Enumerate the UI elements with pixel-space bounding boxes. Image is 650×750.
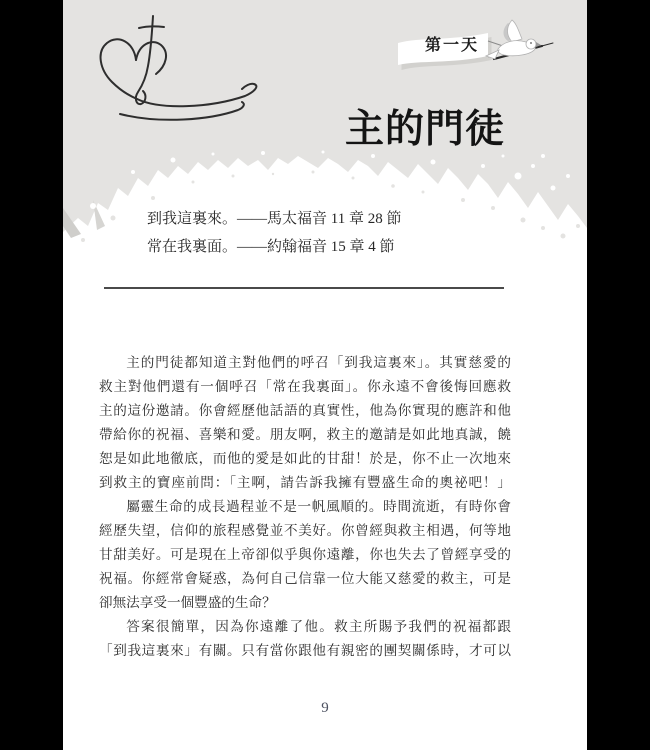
page-number: 9 (321, 700, 329, 716)
body-line: 主的門徒都知道主對他們的呼召「到我這裏來」。其實慈愛的 (126, 355, 511, 370)
scripture-quotes (147, 205, 401, 261)
body-line: 主的這份邀請。你會經歷他話語的真實性，他為你實現的應許和他 (99, 403, 511, 418)
body-line: 答案很簡單，因為你遠離了他。救主所賜予我們的祝福都跟 (126, 619, 511, 634)
book-page (63, 0, 587, 750)
body-line: 到救主的寶座前問：「主啊，請告訴我擁有豐盛生命的奧祕吧！」 (99, 475, 511, 490)
body-line: 經歷失望，信仰的旅程感覺並不美好。你曾經與救主相遇，何等地 (99, 523, 511, 538)
scripture-line: 到我這裏來。——馬太福音 11 章 28 節 (147, 211, 402, 227)
body-text (99, 351, 511, 663)
scripture-line: 常在我裏面。——約翰福音 15 章 4 節 (147, 239, 395, 255)
body-line: 祝福。你經常會疑惑，為何自己信靠一位大能又慈愛的救主，可是 (99, 571, 511, 586)
body-line: 帶給你的祝福、喜樂和愛。朋友啊，救主的邀請是如此地真誠，饒 (99, 427, 511, 442)
divider-rule (104, 287, 504, 289)
body-line: 救主對他們還有一個呼召「常在我裏面」。你永遠不會後悔回應救 (99, 379, 511, 394)
page-title: 主的門徒 (344, 108, 505, 151)
body-line: 甘甜美好。可是現在上帝卻似乎與你遠離，你也失去了曾經享受的 (99, 547, 511, 562)
heart-cross-logo-icon (90, 8, 270, 133)
body-line: 屬靈生命的成長過程並不是一帆風順的。時間流逝，有時你會 (126, 499, 511, 514)
day-label: 第一天 (424, 37, 479, 54)
day-banner (390, 15, 560, 70)
body-line: 「到我這裏來」有關。只有當你跟他有親密的團契關係時，才可以 (99, 643, 511, 658)
body-line: 卻無法享受一個豐盛的生命？ (99, 595, 276, 610)
body-line: 恕是如此地徹底，而他的愛是如此的甘甜！於是，你不止一次地來 (99, 451, 511, 466)
